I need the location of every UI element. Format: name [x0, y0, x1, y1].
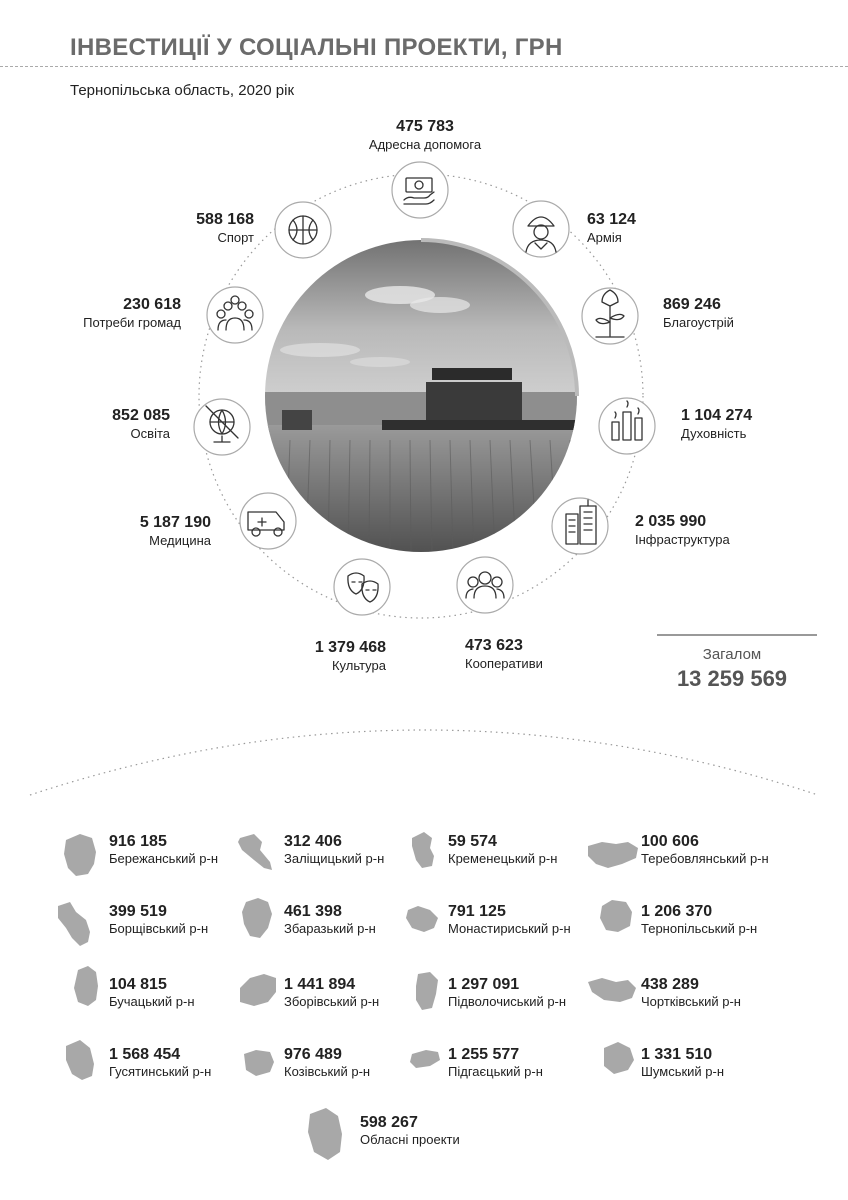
district-map-icon: [64, 834, 96, 876]
district-name: Підволочиський р-н: [448, 994, 567, 1010]
category-caption: Інфраструктура: [635, 532, 730, 547]
district-map-icon: [416, 972, 438, 1010]
category-value: 588 168: [196, 211, 254, 228]
district-map-icon: [410, 1050, 440, 1068]
category-caption: Медицина: [149, 533, 211, 548]
district-entry: [641, 1045, 724, 1080]
page-subtitle: Тернопільська область, 2020 рік: [70, 82, 295, 99]
district-value: 59 574: [448, 833, 497, 850]
district-value: 100 606: [641, 833, 699, 850]
category-value: 1 379 468: [314, 639, 386, 656]
district-value: 438 289: [641, 976, 699, 993]
category-value: 1 104 274: [681, 407, 753, 424]
district-value: 1 255 577: [448, 1046, 520, 1063]
district-value: 1 331 510: [641, 1046, 713, 1063]
district-map-icon: [58, 902, 90, 946]
district-value: 104 815: [109, 976, 167, 993]
district-entry: [448, 975, 566, 1010]
category-value: 869 246: [663, 296, 721, 313]
category-caption: Духовність: [681, 426, 747, 441]
district-name: Шумський р-н: [641, 1064, 725, 1080]
category-value: 475 783: [396, 118, 454, 135]
district-name: Тернопільський р-н: [641, 921, 758, 937]
district-entry: [641, 902, 757, 937]
district-name: Гусятинський р-н: [109, 1064, 212, 1080]
district-value: 399 519: [109, 903, 167, 920]
district-value: 1 297 091: [448, 976, 520, 993]
district-entry: [448, 1045, 543, 1080]
category-value: 473 623: [465, 637, 523, 654]
district-map-icon: [74, 966, 98, 1006]
district-map-icon: [242, 898, 272, 938]
district-name: Козівський р-н: [284, 1064, 371, 1080]
district-value: 791 125: [448, 903, 506, 920]
category-caption: Армія: [587, 230, 622, 245]
district-value: 598 267: [360, 1114, 418, 1131]
district-entry: [109, 902, 208, 937]
district-name: Підгаєцький р-н: [448, 1064, 543, 1080]
district-entry: [360, 1113, 460, 1148]
category-value: 5 187 190: [139, 514, 211, 531]
district-map-icon: [406, 906, 438, 932]
category-caption: Потреби громад: [83, 315, 181, 330]
district-entry: [641, 975, 741, 1010]
total-label: Загалом: [702, 646, 762, 663]
district-map-icon: [308, 1108, 342, 1160]
district-name: Кременецький р-н: [448, 851, 558, 867]
district-entry: [284, 902, 376, 937]
district-entry: [109, 975, 195, 1010]
district-value: 461 398: [284, 903, 342, 920]
district-name: Борщівський р-н: [109, 921, 209, 937]
district-map-icon: [238, 834, 272, 870]
district-name: Монастириський р-н: [448, 921, 571, 937]
district-map-icon: [588, 978, 636, 1002]
district-value: 1 568 454: [109, 1046, 181, 1063]
page-title: ІНВЕСТИЦІЇ У СОЦІАЛЬНІ ПРОЕКТИ, ГРН: [70, 34, 563, 61]
district-value: 1 206 370: [641, 903, 713, 920]
district-name: Чортківський р-н: [641, 994, 741, 1010]
district-entry: [448, 832, 557, 867]
district-name: Теребовлянський р-н: [641, 851, 769, 867]
district-name: Бережанський р-н: [109, 851, 219, 867]
category-caption: Освіта: [130, 426, 170, 441]
district-entry: [448, 902, 571, 937]
district-name: Збаразький р-н: [284, 921, 376, 937]
district-name: Бучацький р-н: [109, 994, 195, 1010]
district-entry: [284, 1045, 370, 1080]
district-entry: [109, 1045, 211, 1080]
district-map-icon: [244, 1050, 274, 1076]
category-value: 230 618: [123, 296, 181, 313]
district-value: 976 489: [284, 1046, 342, 1063]
category-caption: Культура: [331, 658, 386, 673]
district-map-icon: [66, 1040, 94, 1080]
category-caption: Кооперативи: [465, 656, 543, 671]
district-map-icon: [412, 832, 434, 868]
district-map-icon: [588, 842, 638, 868]
district-name: Обласні проекти: [360, 1132, 460, 1148]
district-entry: [284, 832, 384, 867]
district-map-icon: [240, 974, 276, 1006]
district-name: Заліщицький р-н: [284, 851, 385, 867]
total-value: 13 259 569: [676, 666, 788, 691]
district-entry: [109, 832, 218, 867]
district-map-icon: [604, 1042, 634, 1074]
category-caption: Адресна допомога: [368, 137, 482, 152]
district-map-icon: [600, 900, 632, 932]
category-caption: Благоустрій: [663, 315, 734, 330]
category-value: 63 124: [587, 211, 636, 228]
district-entry: [284, 975, 379, 1010]
district-value: 1 441 894: [284, 976, 356, 993]
district-name: Зборівський р-н: [284, 994, 380, 1010]
district-value: 916 185: [109, 833, 167, 850]
category-value: 852 085: [112, 407, 170, 424]
district-value: 312 406: [284, 833, 342, 850]
district-entry: [641, 832, 769, 867]
category-caption: Спорт: [217, 230, 254, 245]
category-value: 2 035 990: [635, 513, 707, 530]
